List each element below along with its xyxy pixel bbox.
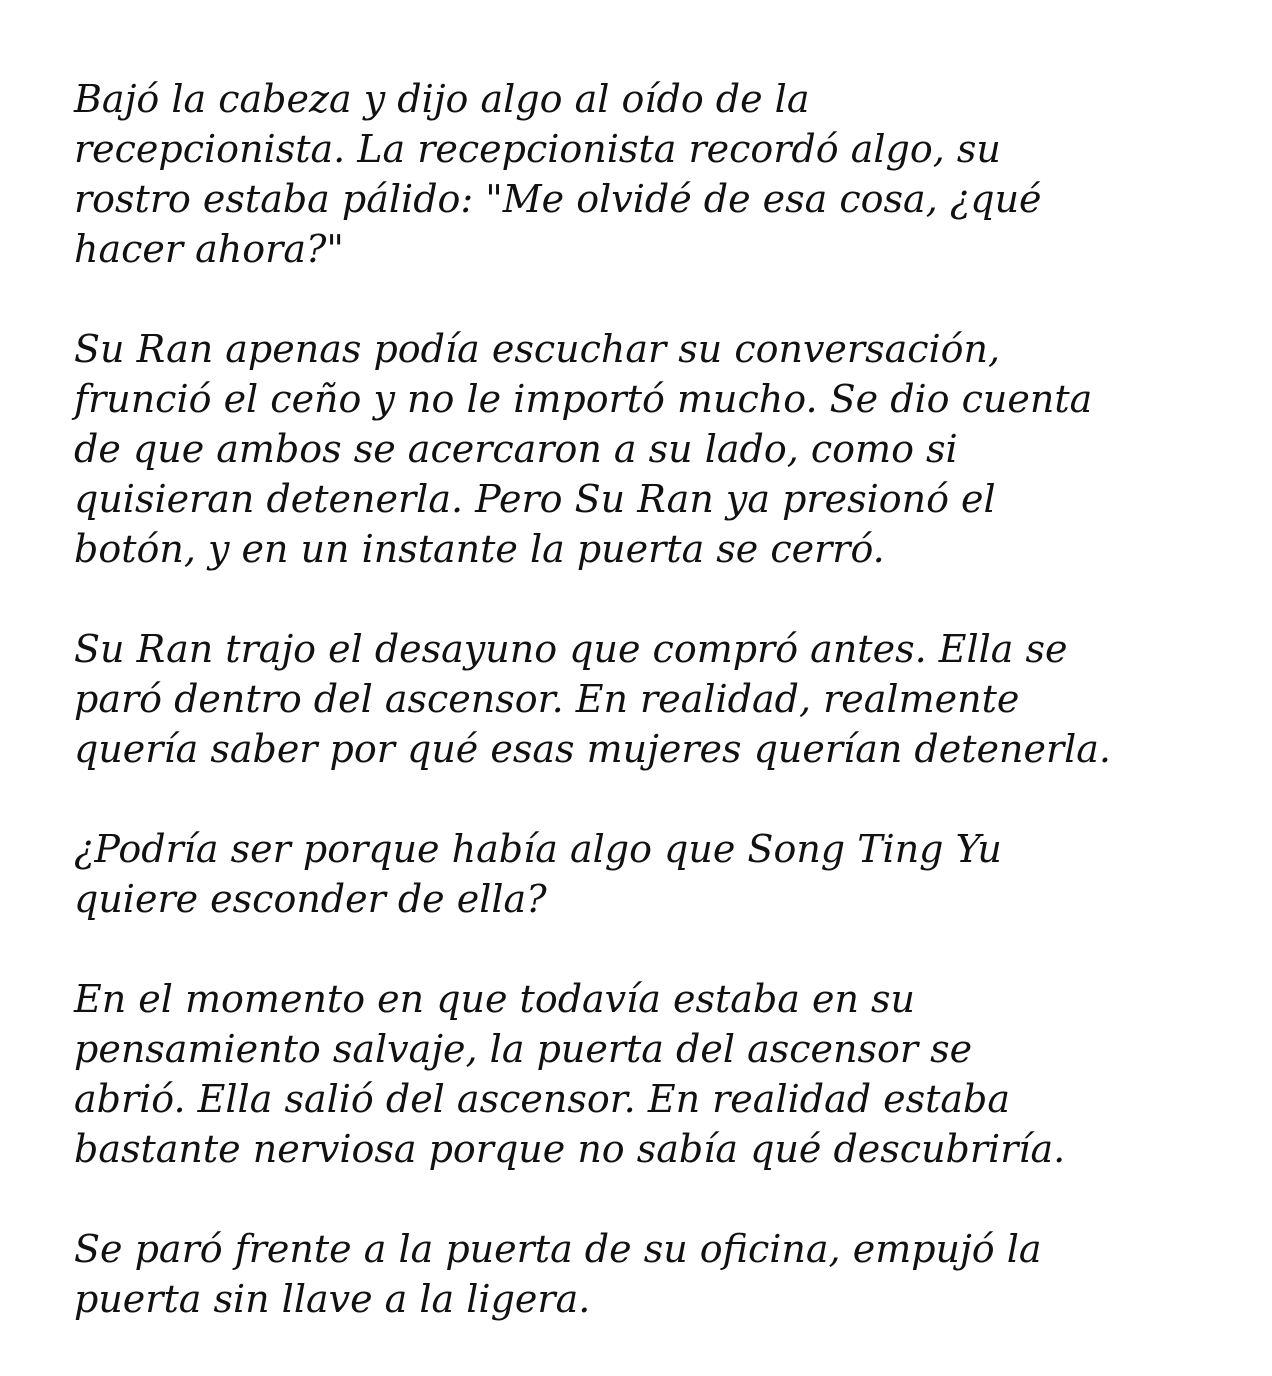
text-line: paró dentro del ascensor. En realidad, realmente (74, 677, 1020, 721)
text-line: quiere esconder de ella? (74, 877, 547, 921)
text-line: quería saber por qué esas mujeres querían detenerla. (74, 727, 1112, 771)
text-line: Bajó la cabeza y dijo algo al oído de la (74, 77, 810, 121)
text-line: hacer ahora?" (74, 227, 344, 271)
paragraph (74, 1224, 1214, 1324)
text-line: botón, y en un instante la puerta se cerró. (74, 527, 885, 571)
paragraph (74, 74, 1214, 274)
text-line: quisieran detenerla. Pero Su Ran ya presionó el (74, 477, 996, 521)
paragraph (74, 324, 1214, 574)
text-line: de que ambos se acercaron a su lado, como si (74, 427, 958, 471)
text-line: En el momento en que todavía estaba en su (74, 977, 916, 1021)
text-line: abrió. Ella salió del ascensor. En realidad estaba (74, 1077, 1011, 1121)
text-line: bastante nerviosa porque no sabía qué descubriría. (74, 1127, 1066, 1171)
text-line: puerta sin llave a la ligera. (74, 1277, 591, 1321)
text-line: pensamiento salvaje, la puerta del ascensor se (74, 1027, 973, 1071)
text-line: ¿Podría ser porque había algo que Song Ting Yu (74, 827, 1002, 871)
text-line: Su Ran apenas podía escuchar su conversación, (74, 327, 1001, 371)
document-body (74, 74, 1214, 1374)
paragraph (74, 624, 1214, 774)
text-line: rostro estaba pálido: "Me olvidé de esa cosa, ¿qué (74, 177, 1042, 221)
text-line: frunció el ceño y no le importó mucho. Se dio cuenta (74, 377, 1093, 421)
text-line: recepcionista. La recepcionista recordó algo, su (74, 127, 1001, 171)
paragraph (74, 974, 1214, 1174)
paragraph (74, 824, 1214, 924)
text-line: Se paró frente a la puerta de su oficina, empujó la (74, 1227, 1042, 1271)
text-line: Su Ran trajo el desayuno que compró antes. Ella se (74, 627, 1068, 671)
